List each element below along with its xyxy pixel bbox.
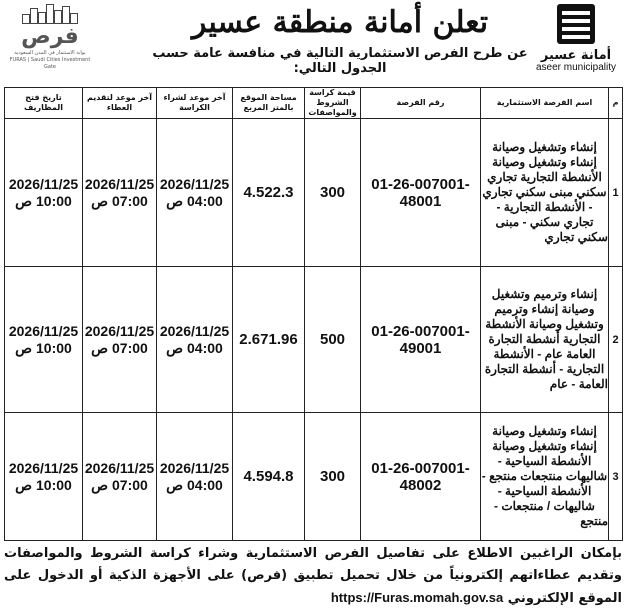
buy-deadline bbox=[157, 119, 233, 267]
table-row bbox=[5, 267, 623, 413]
open-date-time: 10:00 ص bbox=[15, 192, 72, 209]
furas-logo-caption-ar: بوابة الاستثمار في المدن السعودية bbox=[14, 50, 86, 56]
col-header-buy-deadline: آخر موعد لشراء الكراسة bbox=[157, 88, 233, 119]
submit-deadline-date: 2026/11/25 bbox=[84, 175, 155, 192]
footer-url-link[interactable]: https://Furas.momah.gov.sa bbox=[330, 590, 504, 605]
col-header-index: م bbox=[609, 88, 623, 119]
open-date-time: 10:00 ص bbox=[15, 339, 72, 356]
col-header-area: مساحة الموقع بالمتر المربع bbox=[233, 88, 305, 119]
furas-logo-caption-en: FURAS | Saudi Cities Investment Gate bbox=[9, 57, 91, 70]
open-date-time: 10:00 ص bbox=[15, 476, 72, 493]
table-row bbox=[5, 413, 623, 541]
page-title: تعلن أمانة منطقة عسير bbox=[191, 5, 489, 40]
row-index: 1 bbox=[609, 119, 623, 267]
opportunity-name: إنشاء وتشغيل وصيانة إنشاء وتشغيل وصيانة الأنشطة التجارية تجاري سكني مبنى سكني تجاري - الأنشطة التجارية - تجاري سكني - مبنى سكني تجاري bbox=[481, 119, 609, 267]
col-header-name: اسم الفرصة الاستثمارية bbox=[481, 88, 609, 119]
buy-deadline-time: 04:00 ص bbox=[166, 476, 223, 493]
open-date bbox=[5, 413, 83, 541]
opportunities-table bbox=[4, 87, 623, 541]
col-header-ref: رقم الفرصة bbox=[361, 88, 481, 119]
submit-deadline-time: 07:00 ص bbox=[91, 476, 148, 493]
table-header-row bbox=[5, 88, 623, 119]
site-area: 2.671.96 bbox=[233, 267, 305, 413]
submit-deadline bbox=[83, 413, 157, 541]
submit-deadline-time: 07:00 ص bbox=[91, 339, 148, 356]
logo-text-en: aseer municipality bbox=[535, 62, 617, 73]
submit-deadline bbox=[83, 119, 157, 267]
buy-deadline-time: 04:00 ص bbox=[166, 192, 223, 209]
ad-header bbox=[0, 0, 626, 85]
buy-deadline bbox=[157, 267, 233, 413]
row-index: 3 bbox=[609, 413, 623, 541]
booklet-price: 300 bbox=[305, 413, 361, 541]
buy-deadline-date: 2026/11/25 bbox=[159, 175, 230, 192]
logo-text-ar: أمانة عسير bbox=[540, 48, 612, 63]
aseer-seal-icon bbox=[557, 4, 595, 44]
open-date-date: 2026/11/25 bbox=[8, 322, 79, 339]
opportunity-ref: 01-26-007001-49001 bbox=[361, 267, 481, 413]
footer-notice bbox=[4, 543, 622, 610]
page-subtitle: عن طرح الفرص الاستثمارية التالية في منافسة عامة حسب الجدول التالي: bbox=[152, 46, 528, 76]
opportunity-name: إنشاء وترميم وتشغيل وصيانة إنشاء وترميم وتشغيل وصيانة الأنشطة التجارية أنشطة التجارة العامة عام - الأنشطة التجارية - أنشطة التجارة العامة - عام bbox=[481, 267, 609, 413]
open-date-date: 2026/11/25 bbox=[8, 459, 79, 476]
footer-text: بإمكان الراغبين الاطلاع على تفاصيل الفرص الاستثمارية وشراء كراسة الشروط والمواصفات وتقديم عطاءاتهم إلكترونياً من خلال تحميل تطبيق (فرص) على الأجهزة الذكية أو الدخول على الموقع الإلكتروني bbox=[4, 546, 622, 606]
opportunity-name: إنشاء وتشغيل وصيانة إنشاء وتشغيل وصيانة الأنشطة السياحية - شاليهات منتجعات منتجع - الأنشطة السياحية - شاليهات / منتجعات - منتجع bbox=[481, 413, 609, 541]
aseer-municipality-logo bbox=[532, 4, 620, 82]
opportunity-ref: 01-26-007001-48001 bbox=[361, 119, 481, 267]
opportunity-ref: 01-26-007001-48002 bbox=[361, 413, 481, 541]
site-area: 4.594.8 bbox=[233, 413, 305, 541]
open-date bbox=[5, 267, 83, 413]
col-header-open-date: تاريخ فتح المظاريف bbox=[5, 88, 83, 119]
open-date bbox=[5, 119, 83, 267]
buy-deadline-date: 2026/11/25 bbox=[159, 322, 230, 339]
col-header-submit-deadline: آخر موعد لتقديم العطاء bbox=[83, 88, 157, 119]
table-row bbox=[5, 119, 623, 267]
buy-deadline-date: 2026/11/25 bbox=[159, 459, 230, 476]
booklet-price: 500 bbox=[305, 267, 361, 413]
furas-logo-word: فرص bbox=[21, 24, 79, 49]
submit-deadline-date: 2026/11/25 bbox=[84, 459, 155, 476]
booklet-price: 300 bbox=[305, 119, 361, 267]
title-block bbox=[150, 4, 530, 76]
buy-deadline bbox=[157, 413, 233, 541]
submit-deadline-time: 07:00 ص bbox=[91, 192, 148, 209]
row-index: 2 bbox=[609, 267, 623, 413]
buy-deadline-time: 04:00 ص bbox=[166, 339, 223, 356]
skyline-icon bbox=[20, 4, 80, 24]
site-area: 4.522.3 bbox=[233, 119, 305, 267]
furas-logo bbox=[4, 4, 96, 80]
open-date-date: 2026/11/25 bbox=[8, 175, 79, 192]
submit-deadline-date: 2026/11/25 bbox=[84, 322, 155, 339]
col-header-price: قيمة كراسة الشروط والمواصفات bbox=[305, 88, 361, 119]
submit-deadline bbox=[83, 267, 157, 413]
